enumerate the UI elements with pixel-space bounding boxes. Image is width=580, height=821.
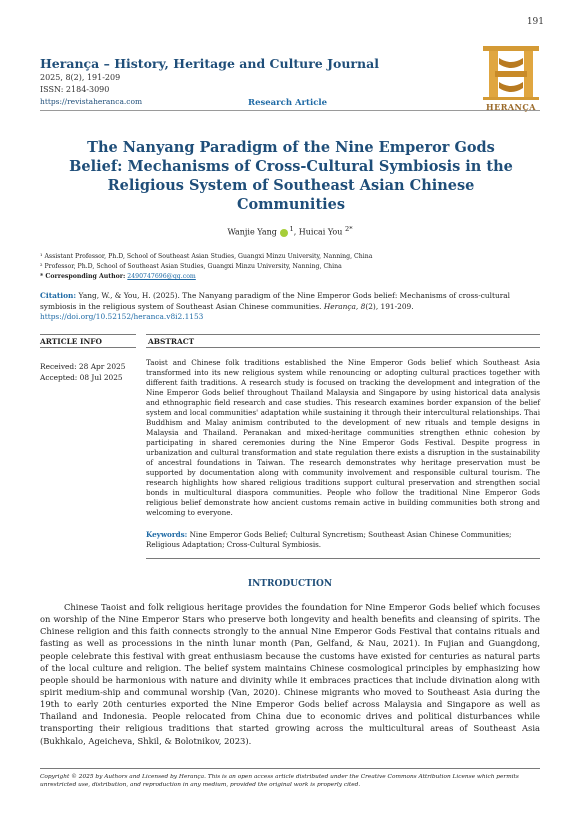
keywords-label: Keywords: <box>146 530 188 539</box>
affiliation: ² Professor, Ph.D, School of Southeast Asian Studies, Guangxi Minzu University, Nanning, China <box>40 263 342 270</box>
corresponding-author <box>40 273 540 280</box>
article-info-heading: ARTICLE INFO <box>40 337 102 346</box>
copyright-footer: Copyright © 2025 by Authors and Licensed by Herança. This is an open access article distributed under the Creative Commons Attribution License which permits unrestricted use, distribution, and reproduction in any medium, provided the original work is properly cited. <box>40 774 519 789</box>
article-title: The Nanyang Paradigm of the Nine Emperor Gods Belief: Mechanisms of Cross-Cultural Symbiosis in the Religious System of Southeast Asian Chinese Communities <box>69 139 513 214</box>
divider <box>40 347 136 348</box>
author-name[interactable]: Wanjie Yang <box>227 227 277 237</box>
journal-issn: ISSN: 2184-3090 <box>40 85 110 94</box>
citation-block <box>40 291 540 323</box>
logo-caption: HERANÇA <box>486 102 536 112</box>
abstract-text: Taoist and Chinese folk traditions established the Nine Emperor Gods belief which Southeast Asia transformed into its new religious system while renouncing or adopting cultural practices together with different faith traditions. A research study is focused on tracking the development and integration of the Nine Emperor Gods belief throughout Thailand Malaysia and Singapore by using historical data analysis and ethnographic field research and case studies. This research examines border expansion of the belief system and local communities' adaptation while sustaining it through their intercultural relationships. Thai Buddhism and Malay animism contributed to the development of new rituals and temple designs in Malaysia and Thailand. Peranakan and mixed-heritage communities strengthen ethnic cohesion by participating in shared ceremonies during the Nine Emperor Gods Festival. Despite progress in urbanization and cultural transformation and state regulation there exists a disruption in the sustainability of ancestral foundations in Taiwan. The research demonstrates why heritage preservation must be supported by documentation along with community involvement and responsible cultural tourism. The research highlights how shared religious traditions support cultural preservation and strengthen social bonds in multicultural diaspora communities. People who follow the traditional Nine Emperor Gods religious belief demonstrate how ancient customs remain active in building communities both strong and welcoming to everyone. <box>146 358 540 517</box>
citation-text: Yang, W., & You, H. (2025). The Nanyang paradigm of the Nine Emperor Gods belief: Mechanisms of cross-cultural symbiosis in the religious system of Southeast Asian Chinese communities. <box>40 291 511 311</box>
author-affiliation-mark: 1 <box>289 225 294 233</box>
email-link[interactable]: 2490747696@qq.com <box>127 273 196 280</box>
citation-journal: Herança, <box>323 301 359 311</box>
author-line <box>40 225 540 237</box>
page-number: 191 <box>526 17 544 27</box>
divider <box>40 334 136 335</box>
author-affiliation-mark: 2* <box>344 225 353 233</box>
divider <box>146 558 540 559</box>
journal-name: Herança – History, Heritage and Culture Journal <box>40 56 379 71</box>
citation-volume: 8 <box>360 301 366 311</box>
corresponding-label: * Corresponding Author: <box>40 273 126 280</box>
divider <box>146 334 540 335</box>
orcid-icon[interactable] <box>280 229 288 237</box>
journal-url-link[interactable]: https://revistaheranca.com <box>40 97 143 106</box>
doi-link[interactable]: https://doi.org/10.52152/heranca.v8i2.1153 <box>40 312 204 322</box>
journal-volume: 2025, 8(2), 191-209 <box>40 73 121 82</box>
article-type-label: Research Article <box>248 98 328 108</box>
introduction-text: Chinese Taoist and folk religious heritage provides the foundation for Nine Emperor Gods belief which focuses on worship of the Nine Emperor Stars who preserve both longevity and health benefits and cleansing of spirits. The Chinese religion and this faith connects strongly to the annual Nine Emperor Gods Festival that contains rituals and fasting as well as processions in the ninth lunar month (Pan, Gelfand, & Nau, 2021). In Fujian and Guangdong, people celebrate this festival with great enthusiasm because the customs have existed for centuries as natural parts of the local culture and religion. The belief system maintains Chinese cosmological principles by emphasizing how people should be harmonious with nature and divinity while it embraces practices that include divination along with spirit medium-ship and communal worship (Van, 2020). Chinese migrants who moved to Southeast Asia during the 19th to early 20th centuries exported the Nine Emperor Gods belief across Malaysia and Singapore as well as Thailand and Indonesia. People relocated from China due to economic drives and political disturbances while transporting their religious traditions that started growing across the multicultural areas of Southeast Asia (Bukhkalo, Ageicheva, Shkil, & Bolotnikov, 2023). <box>40 602 540 746</box>
received-date: Received: 28 Apr 2025 <box>40 362 126 371</box>
header-divider <box>40 110 540 111</box>
citation-label: Citation: <box>40 291 77 300</box>
accepted-date: Accepted: 08 Jul 2025 <box>40 373 123 382</box>
introduction-heading: INTRODUCTION <box>247 579 333 589</box>
footer-divider <box>40 768 540 769</box>
keywords <box>146 530 540 550</box>
affiliation: ¹ Assistant Professor, Ph.D, School of Southeast Asian Studies, Guangxi Minzu University, Nanning, China <box>40 253 373 260</box>
abstract-heading: ABSTRACT <box>148 337 195 346</box>
keywords-text: Nine Emperor Gods Belief; Cultural Syncretism; Southeast Asian Chinese Communities; Religious Adaptation; Cross-Cultural Symbiosis. <box>146 530 512 550</box>
author-name[interactable]: , Huicai You <box>293 227 343 237</box>
divider <box>146 347 540 348</box>
citation-pages: (2), 191-209. <box>365 301 414 311</box>
